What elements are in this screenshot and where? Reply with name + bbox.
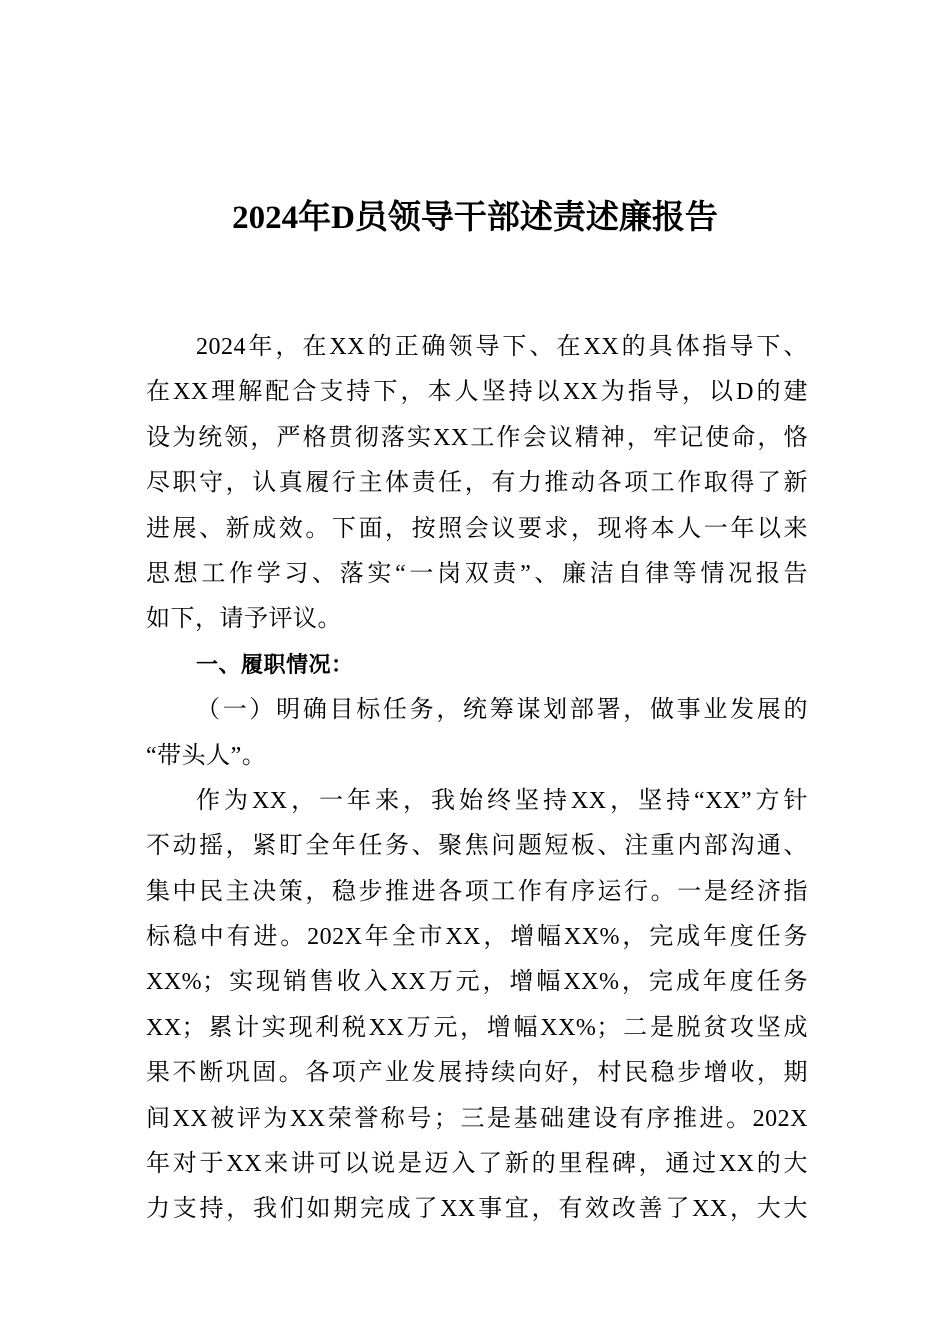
paragraph-line: 标稳中有进。202X年全市XX，增幅XX%，完成年度任务 (146, 924, 808, 951)
paragraph-line: 果不断巩固。各项产业发展持续向好，村民稳步增收，期 (146, 1060, 808, 1087)
paragraph-line: （一）明确目标任务，统筹谋划部署，做事业发展的 (196, 697, 808, 724)
paragraph-line: 力支持，我们如期完成了XX事宜，有效改善了XX，大大 (146, 1196, 808, 1223)
paragraph-line: 年对于XX来讲可以说是迈入了新的里程碑，通过XX的大 (146, 1151, 808, 1178)
paragraph-line: 不动摇，紧盯全年任务、聚焦问题短板、注重内部沟通、 (146, 833, 808, 860)
paragraph-line: 间XX被评为XX荣誉称号；三是基础建设有序推进。202X (146, 1105, 808, 1132)
paragraph-line: 在XX理解配合支持下，本人坚持以XX为指导，以D的建 (146, 379, 808, 406)
paragraph-line: 尽职守，认真履行主体责任，有力推动各项工作取得了新 (146, 470, 808, 497)
paragraph-line: 2024年，在XX的正确领导下、在XX的具体指导下、 (196, 334, 808, 360)
paragraph-line: 思想工作学习、落实“一岗双责”、廉洁自律等情况报告 (146, 560, 808, 587)
document-title: 2024年D员领导干部述责述廉报告 (232, 200, 718, 236)
paragraph-line: 作为XX，一年来，我始终坚持XX，坚持“XX”方针 (196, 787, 808, 814)
document-body (146, 325, 808, 1233)
paragraph-line: “带头人”。 (146, 742, 267, 769)
section-heading (146, 643, 808, 688)
paragraph-line: 进展、新成效。下面，按照会议要求，现将本人一年以来 (146, 515, 808, 542)
subsection-heading (146, 688, 808, 779)
paragraph-line: XX；累计实现利税XX万元，增幅XX%；二是脱贫攻坚成 (146, 1014, 808, 1041)
paragraph-subsection-body (146, 779, 808, 1233)
section-heading-text: 一、履职情况： (196, 652, 354, 678)
paragraph-line: 如下，请予评议。 (146, 606, 342, 633)
paragraph-line: 集中民主决策，稳步推进各项工作有序运行。一是经济指 (146, 878, 808, 905)
paragraph-line: XX%；实现销售收入XX万元，增幅XX%，完成年度任务 (146, 969, 808, 996)
paragraph-intro (146, 325, 808, 643)
paragraph-line: 设为统领，严格贯彻落实XX工作会议精神，牢记使命，恪 (146, 424, 808, 451)
